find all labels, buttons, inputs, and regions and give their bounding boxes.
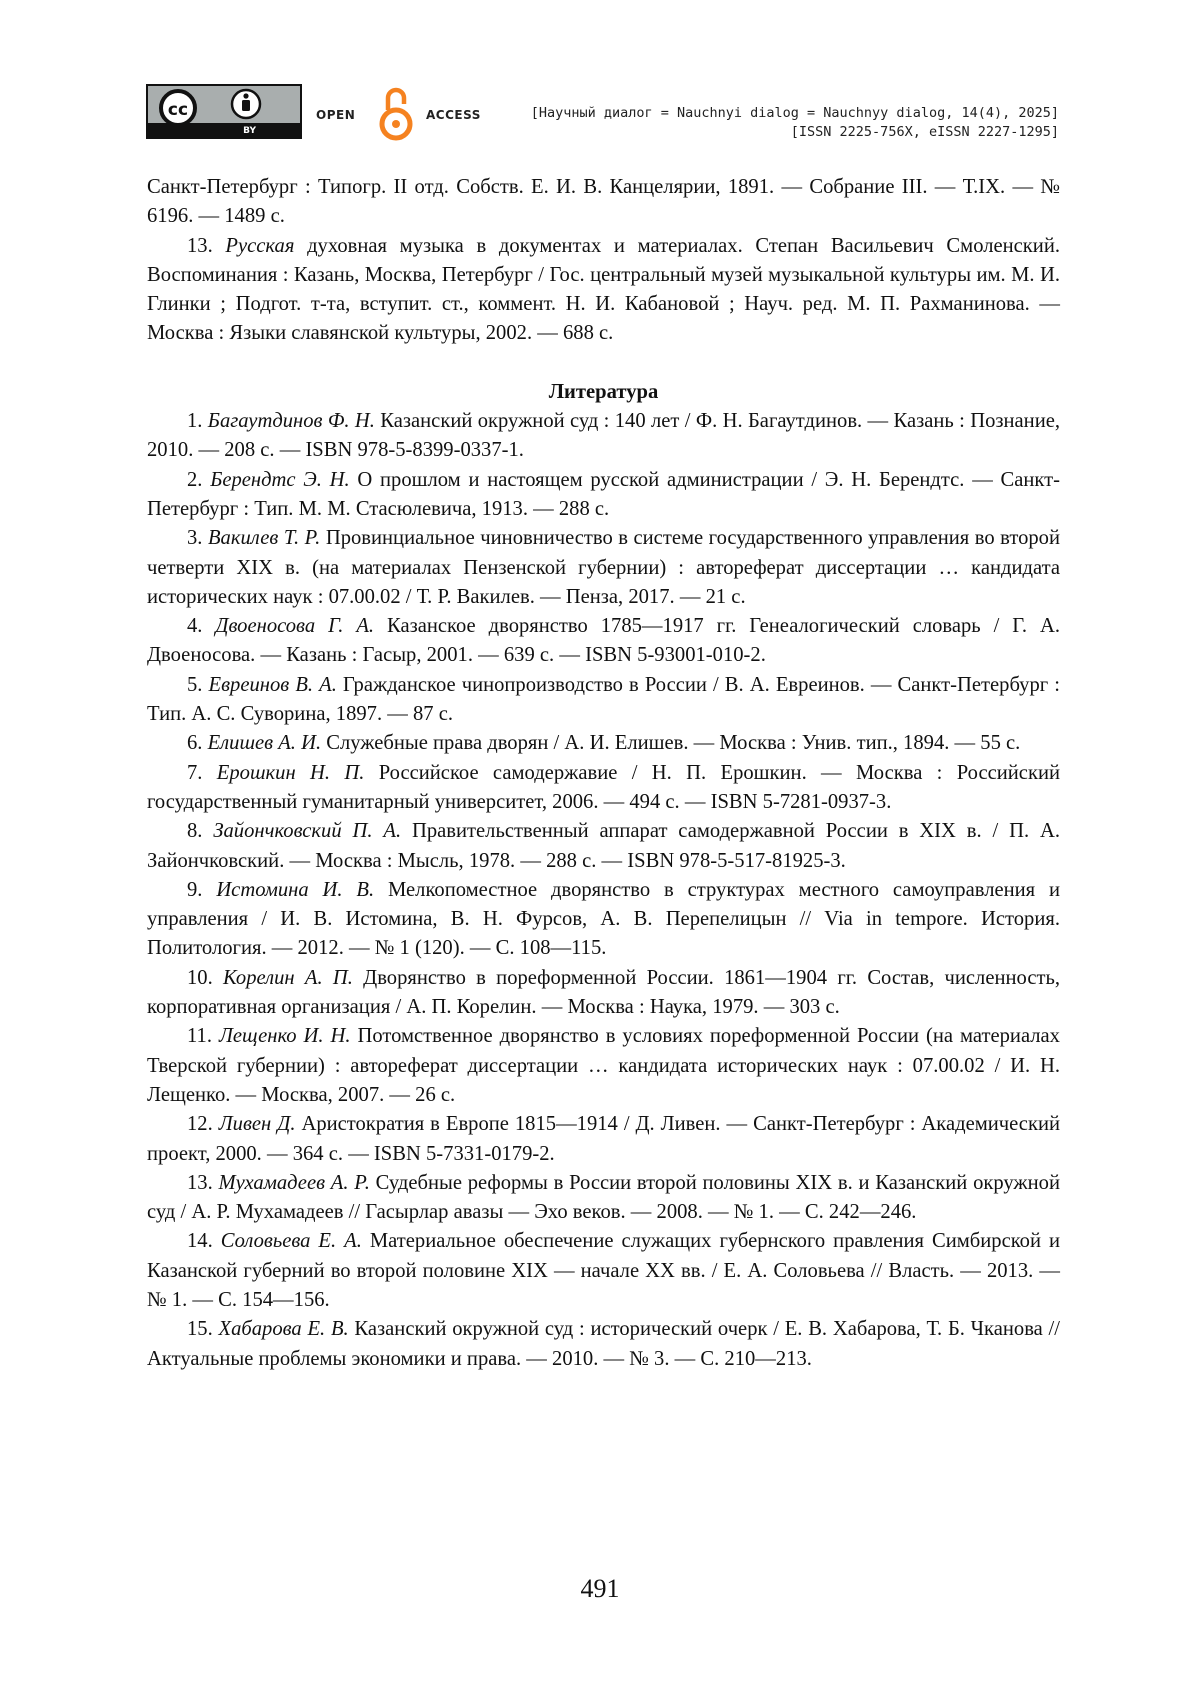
source-item-13 <box>147 232 1060 349</box>
reference-details: Гражданское чинопроизводство в России / В. А. Евреинов. — Санкт-Петербург : Тип. А. С. Суворина, 1897. — 87 с. <box>147 673 1061 726</box>
source-author: Русская <box>225 234 295 257</box>
literature-heading: Литература <box>548 380 659 403</box>
reference-details: Российское самодержавие / Н. П. Ерошкин. — Москва : Российский государственный гуманитарный университет, 2006. — 494 с. — ISBN 5-7281-0937-3. <box>147 761 1060 813</box>
source-number: 13. <box>187 234 226 257</box>
reference-author: Хабарова Е. В. <box>218 1318 349 1341</box>
reference-details: Казанский окружной суд : 140 лет / Ф. Н. Багаутдинов. — Казань : Познание, 2010. — 208 с. — ISBN 978-5-8399-0337-1. <box>147 410 1060 462</box>
reference-details: Служебные права дворян / А. И. Елишев. — Москва : Унив. тип., 1894. — 55 с. <box>321 732 1021 755</box>
reference-item <box>147 964 1060 1023</box>
reference-details: Материальное обеспечение служащих губернского правления Симбирской и Казанской губерний во второй половине XIX — начале XX вв. / Е. А. Соловьева // Власть. — 2013. — № 1. — С. 154—156. <box>147 1230 1060 1311</box>
open-access-left-text: OPEN <box>316 108 356 122</box>
reference-author: Ливен Д. <box>218 1113 296 1136</box>
source-details: духовная музыка в документах и материалах. Степан Васильевич Смоленский. Воспоминания : Казань, Москва, Петербург / Гос. центральный музей музыкальной культуры им. М. И. Глинки ; Подгот. т-та, вступит. ст., коммент. Н. И. Кабановой ; Науч. ред. М. П. Рахманинова. — Москва : Языки славянской культуры, 2002. — 688 с. <box>147 234 1060 345</box>
cc-by-license-badge <box>146 84 302 139</box>
reference-item <box>147 1227 1060 1315</box>
reference-item <box>147 1022 1060 1110</box>
reference-author: Корелин А. П. <box>223 966 353 989</box>
reference-number: 3. <box>187 527 208 550</box>
reference-item <box>147 1110 1060 1169</box>
reference-number: 15. <box>187 1318 219 1341</box>
reference-author: Елишев А. И. <box>207 732 322 755</box>
reference-details: Потомственное дворянство в условиях пореформенной России (на материалах Тверской губернии) : автореферат диссертации … кандидата исторических наук : 07.00.02 / И. Н. Лещенко. — Москва, 2007. — 26 с. <box>147 1025 1060 1106</box>
reference-item <box>147 466 1060 525</box>
reference-author: Ерошкин Н. П. <box>216 761 365 784</box>
reference-details: Казанский окружной суд : исторический очерк / Е. В. Хабарова, Т. Б. Чканова // Актуальные проблемы экономики и права. — 2010. — № 3. — С. 210—213. <box>147 1318 1060 1370</box>
reference-author: Багаутдинов Ф. Н. <box>207 410 375 433</box>
reference-details: Казанское дворянство 1785—1917 гг. Генеалогический словарь / Г. А. Двоеносова. — Казань : Гасыр, 2001. — 639 с. — ISBN 5-93001-010-2. <box>147 615 1060 667</box>
open-access-lock-icon <box>374 86 424 142</box>
reference-number: 12. <box>187 1113 219 1136</box>
reference-details: Судебные реформы в России второй половины XIX в. и Казанский окружной суд / А. Р. Мухамадеев // Гасырлар авазы — Эхо веков. — 2008. — № 1. — С. 242—246. <box>147 1171 1060 1224</box>
reference-number: 6. <box>187 732 208 755</box>
reference-details: Аристократия в Европе 1815—1914 / Д. Ливен. — Санкт-Петербург : Академический проект, 2000. — 364 с. — ISBN 5-7331-0179-2. <box>147 1113 1060 1165</box>
reference-number: 10. <box>187 966 224 989</box>
page-content <box>147 173 1060 1374</box>
reference-number: 5. <box>187 673 209 696</box>
reference-number: 1. <box>187 410 208 433</box>
reference-author: Зайончковский П. А. <box>213 820 402 843</box>
page-number: 491 <box>580 1574 620 1603</box>
svg-text:cc: cc <box>167 100 189 120</box>
reference-author: Соловьева Е. А. <box>220 1230 362 1253</box>
reference-number: 8. <box>187 820 214 843</box>
reference-details: Дворянство в пореформенной России. 1861—1904 гг. Состав, численность, корпоративная организация / А. П. Корелин. — Москва : Наука, 1979. — 303 с. <box>147 966 1060 1019</box>
reference-author: Лещенко И. Н. <box>218 1025 351 1048</box>
journal-issn-line: [ISSN 2225-756X, eISSN 2227-1295] <box>790 124 1059 140</box>
reference-item <box>147 817 1060 876</box>
reference-details: Мелкопоместное дворянство в структурах местного самоуправления и управления / И. В. Истомина, В. Н. Фурсов, А. В. Перепелицын // Via in tempore. История. Политология. — 2012. — № 1 (120). — С. 108—115. <box>147 878 1061 960</box>
reference-number: 7. <box>187 761 217 784</box>
reference-author: Двоеносова Г. А. <box>215 615 375 638</box>
reference-item <box>147 759 1060 818</box>
cc-by-label: BY <box>243 126 256 136</box>
reference-item <box>147 876 1060 964</box>
reference-list <box>147 407 1060 1374</box>
journal-citation <box>531 104 1059 142</box>
reference-item <box>147 671 1060 730</box>
reference-details: О прошлом и настоящем русской администрации / Э. Н. Берендтс. — Санкт-Петербург : Тип. М. М. Стасюлевича, 1913. — 288 с. <box>147 468 1061 520</box>
reference-item <box>147 1315 1060 1374</box>
reference-author: Мухамадеев А. Р. <box>218 1171 370 1194</box>
reference-number: 9. <box>187 878 217 901</box>
reference-number: 13. <box>187 1171 219 1194</box>
reference-author: Истомина И. В. <box>216 878 375 901</box>
open-access-right-text: ACCESS <box>426 108 481 122</box>
reference-item <box>147 524 1060 612</box>
reference-number: 11. <box>187 1025 219 1048</box>
reference-author: Евреинов В. А. <box>208 673 337 696</box>
reference-details: Провинциальное чиновничество в системе государственного управления во второй четверти XIX в. (на материалах Пензенской губернии) : автореферат диссертации … кандидата исторических наук : 07.00.02 / Т. Р. Вакилев. — Пенза, 2017. — 21 с. <box>147 527 1060 608</box>
reference-details: Правительственный аппарат самодержавной России в XIX в. / П. А. Зайончковский. — Москва : Мысль, 1978. — 288 с. — ISBN 978-5-517-81925-3. <box>147 820 1061 872</box>
source-continuation: Санкт-Петербург : Типогр. II отд. Собств. Е. И. В. Канцелярии, 1891. — Собрание III. — Т.IX. — № 6196. — 1489 с. <box>147 176 1060 228</box>
reference-number: 4. <box>187 615 216 638</box>
reference-author: Берендтс Э. Н. <box>210 468 350 491</box>
reference-item <box>147 612 1060 671</box>
reference-item <box>147 407 1060 466</box>
reference-item <box>147 729 1060 758</box>
reference-item <box>147 1169 1060 1228</box>
reference-author: Вакилев Т. Р. <box>207 527 321 550</box>
reference-number: 2. <box>187 468 211 491</box>
cc-by-strip <box>148 123 300 137</box>
reference-number: 14. <box>187 1230 221 1253</box>
page-header <box>146 84 1059 144</box>
journal-citation-line: [Научный диалог = Nauchnyi dialog = Nauchnyy dialog, 14(4), 2025] <box>530 105 1059 121</box>
